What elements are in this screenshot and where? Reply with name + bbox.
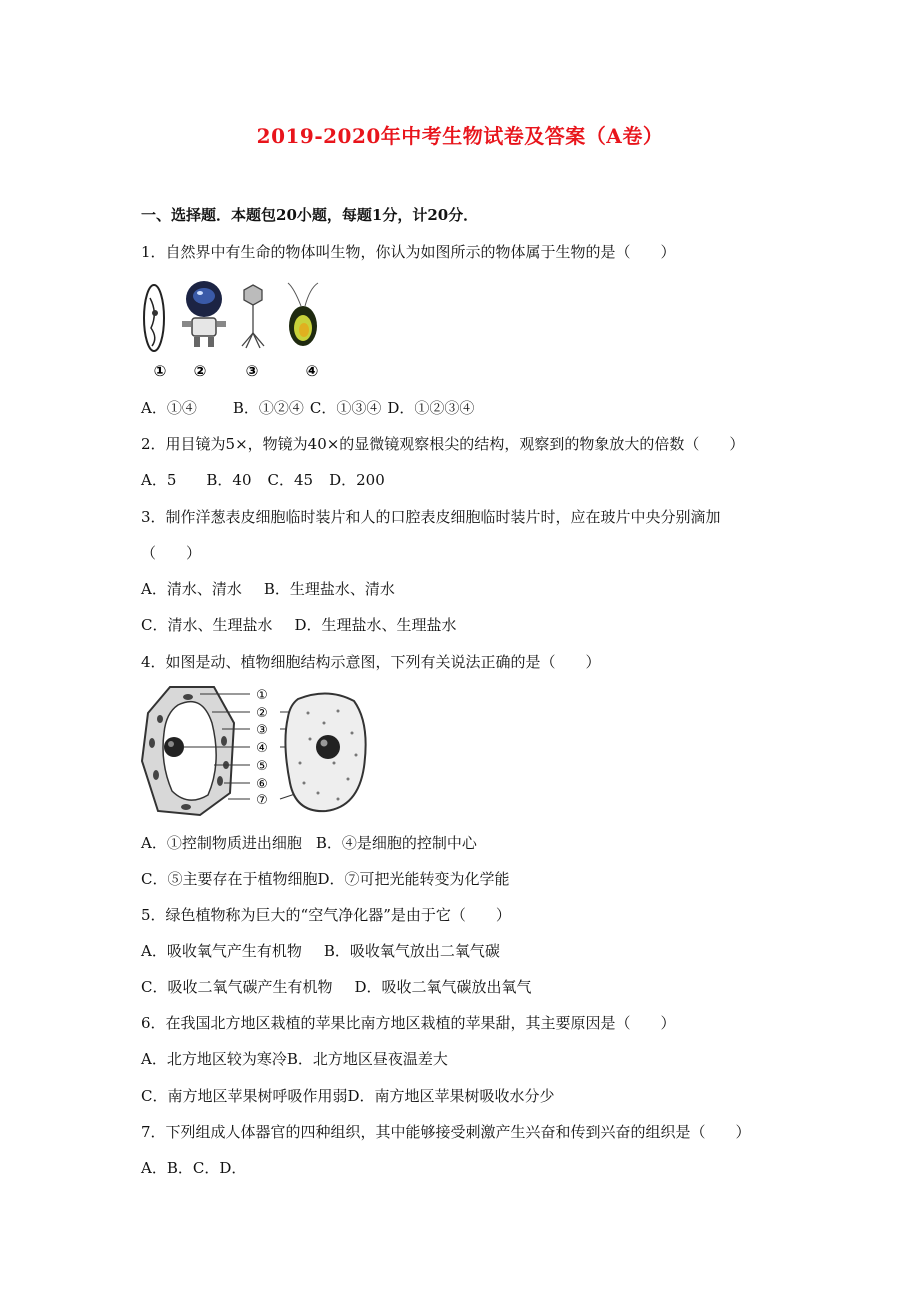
figure-label: ④ bbox=[305, 362, 319, 380]
cell-label: ① bbox=[256, 688, 268, 703]
option-b[interactable]: B．北方地区昼夜温差大 bbox=[286, 1050, 448, 1068]
question-1-figure bbox=[138, 278, 332, 383]
option-d[interactable]: D．南方地区苹果树吸收水分少 bbox=[347, 1087, 555, 1105]
option-b[interactable]: B．吸收氧气放出二氧气碳 bbox=[323, 942, 500, 960]
question-5-options-row1 bbox=[141, 940, 500, 961]
option-c[interactable]: C．南方地区苹果树呼吸作用弱 bbox=[141, 1087, 348, 1105]
question-1-options bbox=[141, 397, 474, 418]
option-c[interactable]: C．吸收二氧气碳产生有机物 bbox=[141, 978, 333, 996]
page-title: 2019-2020年中考生物试卷及答案（A卷） bbox=[256, 124, 664, 148]
cell-diagram bbox=[138, 683, 370, 818]
cell-label: ④ bbox=[256, 741, 268, 756]
option-c[interactable]: C． bbox=[192, 1159, 220, 1177]
option-a[interactable]: A．吸收氧气产生有机物 bbox=[141, 942, 302, 960]
question-3-stem-cont: （ ） bbox=[141, 544, 202, 562]
question-6-stem: 6．在我国北方地区栽植的苹果比南方地区栽植的苹果甜，其主要原因是（ ） bbox=[141, 1014, 676, 1032]
option-d[interactable]: D．①②③④ bbox=[387, 399, 475, 417]
option-a[interactable]: A．①控制物质进出细胞 bbox=[141, 834, 302, 852]
option-a[interactable]: A． bbox=[141, 1159, 167, 1177]
option-d[interactable]: D．生理盐水、生理盐水 bbox=[294, 616, 457, 634]
question-7-options bbox=[141, 1157, 246, 1178]
figure-label: ① bbox=[153, 362, 167, 380]
option-d[interactable]: D．⑦可把光能转变为化学能 bbox=[317, 870, 510, 888]
figure-label: ② bbox=[193, 362, 207, 380]
section-heading: 一、选择题．本题包20小题，每题1分，计20分． bbox=[141, 206, 479, 224]
option-d[interactable]: D．200 bbox=[329, 471, 385, 489]
option-b[interactable]: B． bbox=[166, 1159, 193, 1177]
cell-label: ⑤ bbox=[256, 759, 268, 774]
option-b[interactable]: B．40 bbox=[206, 471, 252, 489]
option-b[interactable]: B．生理盐水、清水 bbox=[263, 580, 395, 598]
option-a[interactable]: A．①④ bbox=[141, 399, 197, 417]
question-3-stem: 3．制作洋葱表皮细胞临时装片和人的口腔表皮细胞临时装片时，应在玻片中央分别滴加 bbox=[141, 508, 721, 526]
option-a[interactable]: A．北方地区较为寒冷 bbox=[141, 1050, 287, 1068]
figure-label: ③ bbox=[245, 362, 259, 380]
cell-label: ⑦ bbox=[256, 793, 268, 808]
question-1-stem: 1．自然界中有生命的物体叫生物，你认为如图所示的物体属于生物的是（ ） bbox=[141, 243, 676, 261]
option-b[interactable]: B．④是细胞的控制中心 bbox=[315, 834, 477, 852]
question-4-stem: 4．如图是动、植物细胞结构示意图，下列有关说法正确的是（ ） bbox=[141, 653, 601, 671]
robot-shape bbox=[182, 281, 226, 347]
question-4-options-row1 bbox=[141, 832, 477, 853]
alga-shape bbox=[288, 283, 318, 346]
question-5-options-row2 bbox=[141, 976, 532, 997]
cell-label: ② bbox=[256, 706, 268, 721]
option-d[interactable]: D．吸收二氧气碳放出氧气 bbox=[354, 978, 532, 996]
question-6-options-row2 bbox=[141, 1085, 555, 1106]
question-5-stem: 5．绿色植物称为巨大的“空气净化器”是由于它（ ） bbox=[141, 906, 511, 924]
animal-cell bbox=[285, 693, 365, 811]
question-2-stem: 2．用目镜为5×，物镜为40×的显微镜观察根尖的结构，观察到的物象放大的倍数（ ） bbox=[141, 435, 745, 453]
question-6-options-row1 bbox=[141, 1048, 448, 1069]
animal-nucleus bbox=[316, 735, 340, 759]
option-a[interactable]: A．5 bbox=[141, 471, 177, 489]
option-b[interactable]: B．①②④ bbox=[232, 399, 304, 417]
option-c[interactable]: C．①③④ bbox=[309, 399, 382, 417]
cell-label: ⑥ bbox=[256, 777, 268, 792]
plant-cell bbox=[142, 687, 234, 815]
virus-shape bbox=[242, 285, 264, 348]
plant-nucleus bbox=[164, 737, 184, 757]
option-a[interactable]: A．清水、清水 bbox=[141, 580, 242, 598]
option-c[interactable]: C．清水、生理盐水 bbox=[141, 616, 273, 634]
question-3-options-row2 bbox=[141, 614, 457, 635]
question-2-options bbox=[141, 469, 385, 490]
option-d[interactable]: D． bbox=[219, 1159, 247, 1177]
cell-label: ③ bbox=[256, 723, 268, 738]
question-4-options-row2 bbox=[141, 868, 510, 889]
option-c[interactable]: C．⑤主要存在于植物细胞 bbox=[141, 870, 318, 888]
question-3-options-row1 bbox=[141, 578, 395, 599]
question-7-stem: 7．下列组成人体器官的四种组织，其中能够接受刺激产生兴奋和传到兴奋的组织是（ ） bbox=[141, 1123, 751, 1141]
option-c[interactable]: C．45 bbox=[267, 471, 314, 489]
